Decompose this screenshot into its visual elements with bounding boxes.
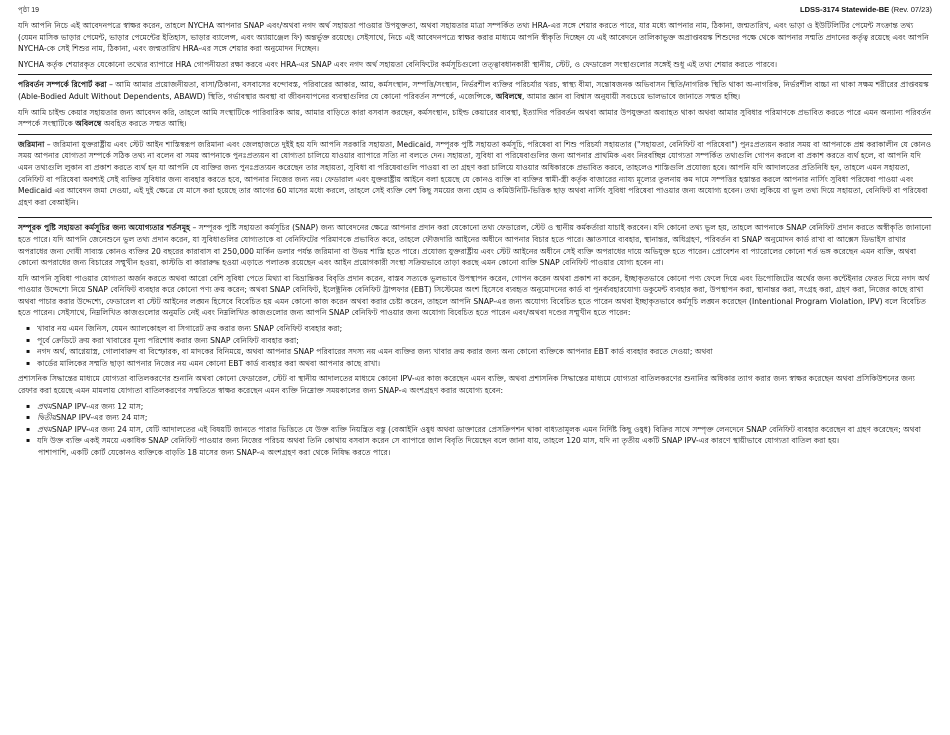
list-item: ▪ পূর্বে ক্রেডিটে ক্রয় করা খাবারের মূল্য পরিশোধ করার জন্য SNAP বেনিফিট ব্যবহার করা;: [38, 335, 932, 347]
list-item: ▪ খাবার নয় এমন জিনিস, যেমন অ্যালকোহল বা সিগারেট ক্রয় করার জন্য SNAP বেনিফিট ব্যবহার করা;: [38, 323, 932, 335]
list-item: ▪ প্রথমSNAP IPV-এর জন্য 24 মাস, যেটি আদালতের এই বিষয়টি জানতে পারার ভিত্তিতে যে উক্ত ব্যক্তি নিয়ন্ত্রিত বস্তু (বেআইনি ওষুধ অথবা ডাক্তারের প্রেসক্রিপশন থাকা বাধ্যতামূলক এমন নির্দিষ্ট কিছু ওষুধ) বিক্রির সাথে সম্পৃক্ত লেনদেনে SNAP বেনিফিট ব্যবহার করেছেন বা গ্রহণ করেছেন; অথবা: [38, 424, 932, 436]
intro-paragraph-2: NYCHA কর্তৃক শেয়ারকৃত যেকোনো তথ্যের ব্যাপারে HRA গোপনীয়তা রক্ষা করবে এবং HRA-এর SNAP এবং নগদ অর্থ সহায়তা বেনিফিটের কর্মসূচিগুলো তত্ত্বাবধানকারী স্থানীয়, স্টেট, ও ফেডারেল সংস্থাগুলোর সঙ্গেই শুধু এই তথ্য শেয়ার করতে পারবে।: [18, 59, 778, 69]
reporting-changes-section: [18, 74, 932, 129]
disqualification-periods-list: [18, 401, 932, 459]
list-item: ▪ কার্ডের মালিকের সম্মতি ছাড়া আপনার নিজের নয় এমন কোনো EBT কার্ড ব্যবহার করা অথবা আপনার কাছে রাখা।: [38, 358, 932, 370]
form-identifier: [800, 5, 932, 14]
snap-paragraph-1: সম্পূরক পুষ্টি সহায়তা কর্মসূচির জন্য অযোগ্যতার শর্তসমূহ – সম্পূরক পুষ্টি সহায়তা কর্মসূচির (SNAP) জন্য আবেদনের ক্ষেত্রে আপনার প্রদান করা যেকোনো তথ্য ফেডারেল, স্টেট ও স্থানীয় কর্মকর্তারা যাচাই করবেন। যদি কোনো তথ্য ভুল হয়, তাহলে আপনাকে SNAP বেনিফিট প্রদান করতে অস্বীকৃতি জানানো হতে পারে। যদি আপনি জেনেশুনে ভুল তথ্য প্রদান করেন, যা সুবিধাগুলির যোগ্যতাকে বা বেনিফিটের পরিমাণকে প্রভাবিত করে, তাহলে ফৌজদারি আইনের অধীনে আপনার বিচার হতে পারে। জ্ঞাতসারে ব্যবহার, স্থানান্তর, অধিগ্রহণ, পরিবর্তন বা SNAP অনুমোদন কার্ড রাখা বা আক্সেস ডিভাইস রাখার অপরাধের জন্য দোষী সাব্যস্ত কোনও ব্যক্তির 20 বছরের কারাবাস বা 250,000 মার্কিন ডলার পর্যন্ত জরিমানা বা উভয় শাস্তি হতে পারে। প্রযোজ্য যুক্তরাষ্ট্রীয় এবং স্টেট আইনের অধীনে সেই ব্যক্তি অপরাধের দায়ে অভিযুক্ত হতে পারেন। প্রোবেশন বা প্যারোলের কোনো শর্ত ভঙ্গ করেছেন এমন ব্যক্তি, অথবা কোনো অপরাধের জন্য বিচারের সম্মুখীন হওয়া, কাস্টডি বা কারারুদ্ধ হওয়া এড়াতে পলাতক রয়েছেন এবং আইন প্রয়োগকারী সংস্থা সক্রিয়ভাবে তাড়া করছে এমন কোনো ব্যক্তি SNAP বেনিফিট পাওয়ার যোগ্য হবেন না।: [18, 223, 932, 268]
page-number: পৃষ্ঠা 19: [18, 7, 40, 14]
penalties-paragraph: জরিমানা – জরিমানা যুক্তরাষ্ট্রীয় এবং স্টেট আইন শাস্তিস্বরূপ জরিমানা এবং জেলহাজতে দুইই হয় যদি আপনি সরকারি সহায়তা, Medicaid, সম্পূরক পুষ্টি সহায়তা কর্মসূচি, পরিষেবা বা শিশু পরিচর্যা সহায়তার ("সহায়তা, বেনিফিট বা পরিষেবা") পুনঃপ্রত্যয়ন করার সময় বা আপনাকে প্রশ্ন করাকালীন যে কোনও সময় আপনার যোগ্যতা সম্পর্কে সঠিক তথ্য না বলেন বা সময় আপনাকে পুনঃপ্রত্যয়ন বা যোগ্যতা চালিয়ে যাওয়ার ব্যাপারে সত্যি না বলতে দেন। সহায়তা, সুবিধা বা পরিষেবাগুলির জন্য আপনার প্রাথমিক এবং নিরবচ্ছিন্ন যোগ্যতা সম্পর্কিত তথ্যগুলি গোপন করলে বা প্রকাশ করতে ব্যর্থ হলে, বা আপনি যদি এমন তথ্যগুলি লুকান বা প্রকাশ করতে ব্যর্থ হন যা আপনি যে ব্যক্তির জন্য পুনঃপ্রত্যয়ন করেছেন তার সহায়তা, সুবিধা বা পরিষেবাগুলি পাওয়া বা তা গ্রহণ করা চালিয়ে যাওয়ার অধিকারকে প্রভাবিত করবে, তাহলেও শাস্তিগুলি প্রযোজ্য হবে। আপনি যদি আদালতের প্রতিনিধি হন, তাহলে এমন সহায়তা, বেনিফিট বা পরিষেবা অবশ্যই সেই ব্যক্তির সুবিধার জন্য ব্যবহার করতে হবে, আপনার নিজের জন্য নয়। ফেডারাল এবং যুক্তরাষ্ট্রীয় আইনে বলা হয়েছে যে কোনও ব্যক্তি বা ব্যক্তির স্বামী-স্ত্রী কর্তৃক বাজারের ন্যায্য মূল্যের তুলনায় কম দামে সম্পত্তির হস্তান্তর করলে আপনার নার্সিং সুবিধা পরিষেবা পাওয়া এবং Medicaid এর আবেদন জমা দেওয়া, এই দুই ক্ষেত্রে যে মাসে করা হয়েছে তার আগের 60 মাসের মধ্যে করলে, তাহলে সেই ব্যক্তি বেশ কিছু সময়ের জন্য হোম ও কমিউনিটি-ভিত্তিক ছাড় অথবা নার্সিং সুবিধা পরিষেবা পাওয়ার জন্য অযোগ্য হবেন। তথ্য লুকিয়ে বা ভুল তথ্য দিয়ে সহায়তা, বেনিফিট বা পরিষেবা গ্রহণ করা বেআইনি।: [18, 139, 932, 207]
reporting-changes-heading: পরিবর্তন সম্পর্কে রিপোর্ট করা: [18, 80, 107, 90]
list-item: ▪ নগদ অর্থ, আগ্নেয়াস্ত্র, গোলাবারুদ বা বিস্ফোরক, বা মাদকের বিনিময়ে, অথবা আপনার SNAP পরিবারের সদস্য নয় এমন ব্যক্তির জন্য খাবার ক্রয় করার জন্য অন্য কোনো ব্যক্তিকে আপনার EBT কার্ড ব্যবহার করতে দেওয়া; অথবা: [38, 346, 932, 358]
penalties-section: [18, 134, 932, 209]
page-header: [18, 4, 932, 20]
prohibited-actions-list: [18, 323, 932, 369]
reporting-changes-paragraph-1: পরিবর্তন সম্পর্কে রিপোর্ট করা – আমি আমার প্রয়োজনীয়তা, বাসা/ঠিকানা, বসবাসের বন্দোবস্ত, পরিবারের আকার, আয়, কর্মসংস্থান, সম্পত্তি/সংস্থান, নির্ভরশীল ব্যক্তির পরিচর্যার খরচ, স্বাস্থ্য বীমা, সন্তোষজনক অভিবাসন স্থিতি/নাগরিক স্থিতি থাকা অ-নাগরিক, নির্ভরশীল বাচ্চা না থাকা সক্ষম শরীরের প্রাপ্তবয়স্ক (Able-Bodied Adult Without Dependents, ABAWD) স্থিতি, গর্ভাবস্থার অবস্থা বা জীবনযাপনের ব্যবস্থাগুলির যে কোনো পরিবর্তন সম্পর্কে, এজেন্সিকে, অবিলম্বে, আমার জ্ঞান বা বিশ্বাস অনুযায়ী সবচেয়ে ভালভাবে জানাতে সম্মত হচ্ছি।: [18, 80, 929, 101]
form-id: LDSS-3174 Statewide-BE: [799, 5, 890, 14]
form-revision: (Rev. 07/23): [891, 5, 932, 14]
list-item: ▪ দ্বিতীয়SNAP IPV-এর জন্য 24 মাস;: [38, 412, 932, 424]
snap-disqualification-section: [18, 217, 932, 458]
reporting-changes-paragraph-2: যদি আমি চাইল্ড কেয়ার সহায়তার জন্য আবেদন করি, তাহলে আমি সংস্থাটিকে পারিবারিক আয়, আমার বাড়িতে কারা বসবাস করছেন, কর্মসংস্থান, চাইল্ড কেয়ারের ব্যবস্থা, ইত্যাদির পরিবর্তন অথবা আমার উপযুক্ততা অব্যাহত থাকা অথবা আমার সুবিধার পরিমাণকে প্রভাবিত করতে পারে এমন অন্যান্য পরিবর্তন সম্পর্কে সংস্থাটিকে অবিলম্বে অবহিত করতে সম্মত আছি।: [18, 107, 932, 129]
intro-paragraph-1: যদি আপনি নিচে এই আবেদনপত্রে স্বাক্ষর করেন, তাহলে NYCHA আপনার SNAP এবং/অথবা নগদ অর্থ সহায়তা পাওয়ার উপযুক্ততা, অথবা সহায়তার মাত্রা সম্পর্কিত তথ্য HRA-এর সঙ্গে শেয়ার করতে পারে, যার মধ্যে আপনার নাম, ঠিকানা, জন্মতারিখ, এবং ভাড়া ও ইউটিলিটির পেমেন্ট সংক্রান্ত তথ্য (যেমন মাসিক ভাড়ার পেমেন্ট, ভাড়ার পেমেন্টের ইতিহাস, ভাড়ার ব্যালেন্স, এবং অ্যায়াঞ্জেল ফি) অন্তর্ভুক্ত রয়েছে। সেইসাথে, নিচে এই আবেদনপত্রে স্বাক্ষর করার মাধ্যমে আপনি স্বীকৃতি দিচ্ছেন যে এই আবেদনে তালিকাভুক্ত অপ্রাপ্তবয়স্ক শিশুদের পক্ষে থেকে আপনার সম্মতি প্রদানের কর্তৃত্ব রয়েছে এবং আপনি NYCHA-কে সেই শিশুর নাম, ঠিকানা, এবং জন্মতারিখ HRA-এর সঙ্গে শেয়ার করা অনুমোদন দিচ্ছেন।: [18, 21, 929, 54]
document-body: [18, 20, 932, 459]
snap-heading: সম্পূরক পুষ্টি সহায়তা কর্মসূচির জন্য অযোগ্যতার শর্তসমূহ: [18, 223, 191, 233]
penalties-heading: জরিমানা: [18, 139, 45, 149]
list-item: ▪ যদি উক্ত ব্যক্তি একই সময়ে একাধিক SNAP বেনিফিট পাওয়ার জন্য নিজের পরিচয় অথবা তিনি কোথায় বসবাস করেন সে ব্যাপারে জাল বিবৃতি দিয়েছেন বলে জানা যায়, তাহলে 120 মাস, যদি না তৃতীয় একটি SNAP IPV-এর কারণে স্থায়ীভাবে যোগ্যতা বাতিল করা হয়। পাশাপাশি, একটি কোর্ট যেকোনও ব্যক্তিকে বাড়তি 18 মাসের জন্য SNAP-এ অংশগ্রহণ করা থেকে নিষিদ্ধ করতে পারে।: [38, 435, 932, 458]
snap-paragraph-2: যদি আপনি সুবিধা পাওয়ার যোগ্যতা অর্জন করতে অথবা আরো বেশি সুবিধা পেতে মিথ্যা বা বিভ্রান্তিকর বিবৃতি প্রদান করেন, বাস্তব সত্যকে ভুলভাবে উপস্থাপন করেন, গোপন করেন অথবা প্রকাশ না করেন, ইচ্ছাকৃতভাবে কোনো পণ্য ফেলে দিয়ে এবং ডিপোজিটের অর্থের জন্য কন্টেইনার ফেরত দিয়ে নগদ অর্থ পাওয়ার উদ্দেশ্যে নিয়ে SNAP বেনিফিট ব্যবহার করে কোনো পণ্য ক্রয় করেন; অথবা SNAP বেনিফিট, ইলেক্ট্রনিক বেনিফিট ট্রান্সফার (EBT) সিস্টেমের অংশ হিসেবে ব্যবহৃত অনুমোদনের কার্ড বা পুনর্ব্যবহারযোগ্য ডকুমেন্ট ব্যবহার করা, উপস্থাপন করা, স্থানান্তর করা, সংগ্রহ করা, গ্রহণ করা, নিজের কাছে রাখা অথবা পাচার করার উদ্দেশ্যে, ফেডারেল বা স্টেট আইনের লঙ্ঘন হিসেবে বিবেচিত হয় এমন কোনো কাজ করেন অথবা করার চেষ্টা করেন, তাহলে আপনি SNAP-এর জন্য অযোগ্য বিবেচিত হতে পারেন অথবা ইচ্ছাকৃতভাবে কর্মসূচি লঙ্ঘন করেছেন (Intentional Program Violation, IPV) বলে বিবেচিত হতে পারেন। সেইসাথে, নিম্নলিখিত কাজগুলোর অনুমতি নেই এবং নিম্নলিখিত কাজগুলোর জন্য আপনি SNAP বেনিফিট পাওয়ার জন্য অযোগ্য বিবেচিত হতে পারেন এবং/অথবা দণ্ডের সম্মুখীন হতে পারেন:: [18, 273, 930, 318]
closing-note: পাশাপাশি, একটি কোর্ট যেকোনও ব্যক্তিকে বাড়তি 18 মাসের জন্য SNAP-এ অংশগ্রহণ করা থেকে নিষিদ্ধ করতে পারে।: [38, 448, 391, 457]
snap-paragraph-3: প্রশাসনিক সিদ্ধান্তের মাধ্যমে যোগ্যতা বাতিলকরণের শুনানি অথবা কোনো ফেডারেল, স্টেট বা স্থানীয় আদালতের মাধ্যমে কোনো IPV-এর কাজ করেছেন এমন ব্যক্তি, অথবা প্রশাসনিক সিদ্ধান্তের মাধ্যমে যোগ্যতা বাতিলকরণের শুনানির অধিকার ত্যাগ করার জন্য স্বাক্ষর করেছেন অথবা প্রসিকিউশনের জন্য রেফার করা হয়েছে এমন মামলায় যোগ্যতা বাতিলকরণের সম্মতিতে স্বাক্ষর করেছেন এমন ব্যক্তি নিম্নোক্ত সময়কালের জন্য SNAP-এ অংশগ্রহণ করার অযোগ্য হবেন:: [18, 374, 915, 396]
list-item: ▪ প্রথমSNAP IPV-এর জন্য 12 মাস;: [38, 401, 932, 413]
